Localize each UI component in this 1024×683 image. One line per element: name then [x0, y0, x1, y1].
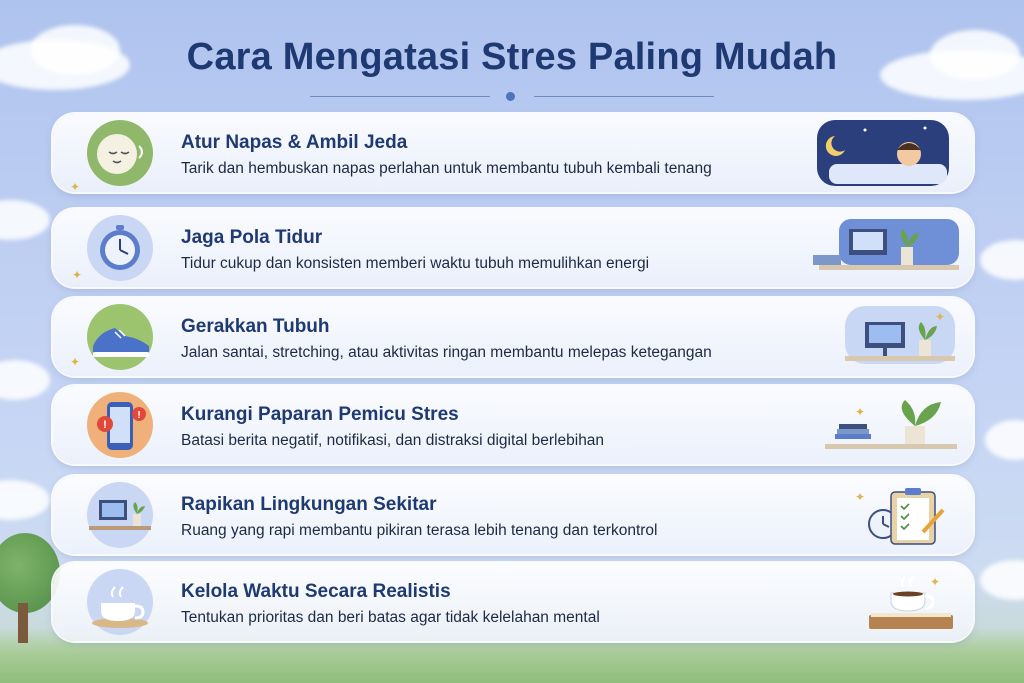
tip-card-breathing — [53, 114, 973, 192]
tidy-desk-icon — [79, 482, 161, 548]
tip-card-reduce-triggers — [53, 386, 973, 464]
tip-card-tidy — [53, 476, 973, 554]
coffee-cup-icon — [79, 569, 161, 635]
tree — [0, 533, 60, 643]
tip-card-move — [53, 298, 973, 376]
tip-heading: Kelola Waktu Secara Realistis — [181, 581, 451, 602]
sleeping-boy-illustration — [805, 116, 965, 190]
tip-card-sleep — [53, 209, 973, 287]
tip-heading: Atur Napas & Ambil Jeda — [181, 132, 408, 153]
clipboard-clock-illustration — [805, 478, 965, 552]
sparkle-icon: ✦ — [935, 310, 946, 324]
sparkle-icon: ✦ — [70, 180, 81, 194]
svg-text:!: ! — [137, 410, 141, 421]
clock-icon — [79, 215, 161, 281]
phone-alert-icon — [79, 392, 161, 458]
tip-heading: Gerakkan Tubuh — [181, 316, 330, 337]
svg-text:!: ! — [103, 419, 107, 431]
tip-card-time — [53, 563, 973, 641]
tip-description: Tidur cukup dan konsisten memberi waktu tubuh memulihkan energi — [181, 255, 650, 272]
tip-description: Tentukan prioritas dan beri batas agar tidak kelelahan mental — [181, 609, 600, 626]
page-title: Cara Mengatasi Stres Paling Mudah — [186, 36, 838, 78]
tip-description: Jalan santai, stretching, atau aktivitas ringan membantu melepas ketegangan — [181, 344, 712, 361]
sparkle-icon: ✦ — [930, 575, 941, 589]
desk-monitor-illustration — [805, 211, 965, 285]
calm-face-icon — [79, 120, 161, 186]
tip-description: Ruang yang rapi membantu pikiran terasa lebih tenang dan terkontrol — [181, 522, 658, 539]
tip-description: Tarik dan hembuskan napas perlahan untuk membantu tubuh kembali tenang — [181, 160, 712, 177]
tip-heading: Jaga Pola Tidur — [181, 227, 323, 248]
coffee-book-illustration — [805, 565, 965, 639]
title-divider — [310, 96, 714, 98]
tip-heading: Kurangi Paparan Pemicu Stres — [181, 404, 459, 425]
tip-description: Batasi berita negatif, notifikasi, dan distraksi digital berlebihan — [181, 432, 605, 449]
sneaker-icon — [79, 304, 161, 370]
sparkle-icon: ✦ — [72, 268, 83, 282]
sparkle-icon: ✦ — [855, 405, 866, 419]
books-plant-illustration — [805, 388, 965, 462]
sparkle-icon: ✦ — [70, 355, 81, 369]
sparkle-icon: ✦ — [855, 490, 866, 504]
tip-heading: Rapikan Lingkungan Sekitar — [181, 494, 437, 515]
